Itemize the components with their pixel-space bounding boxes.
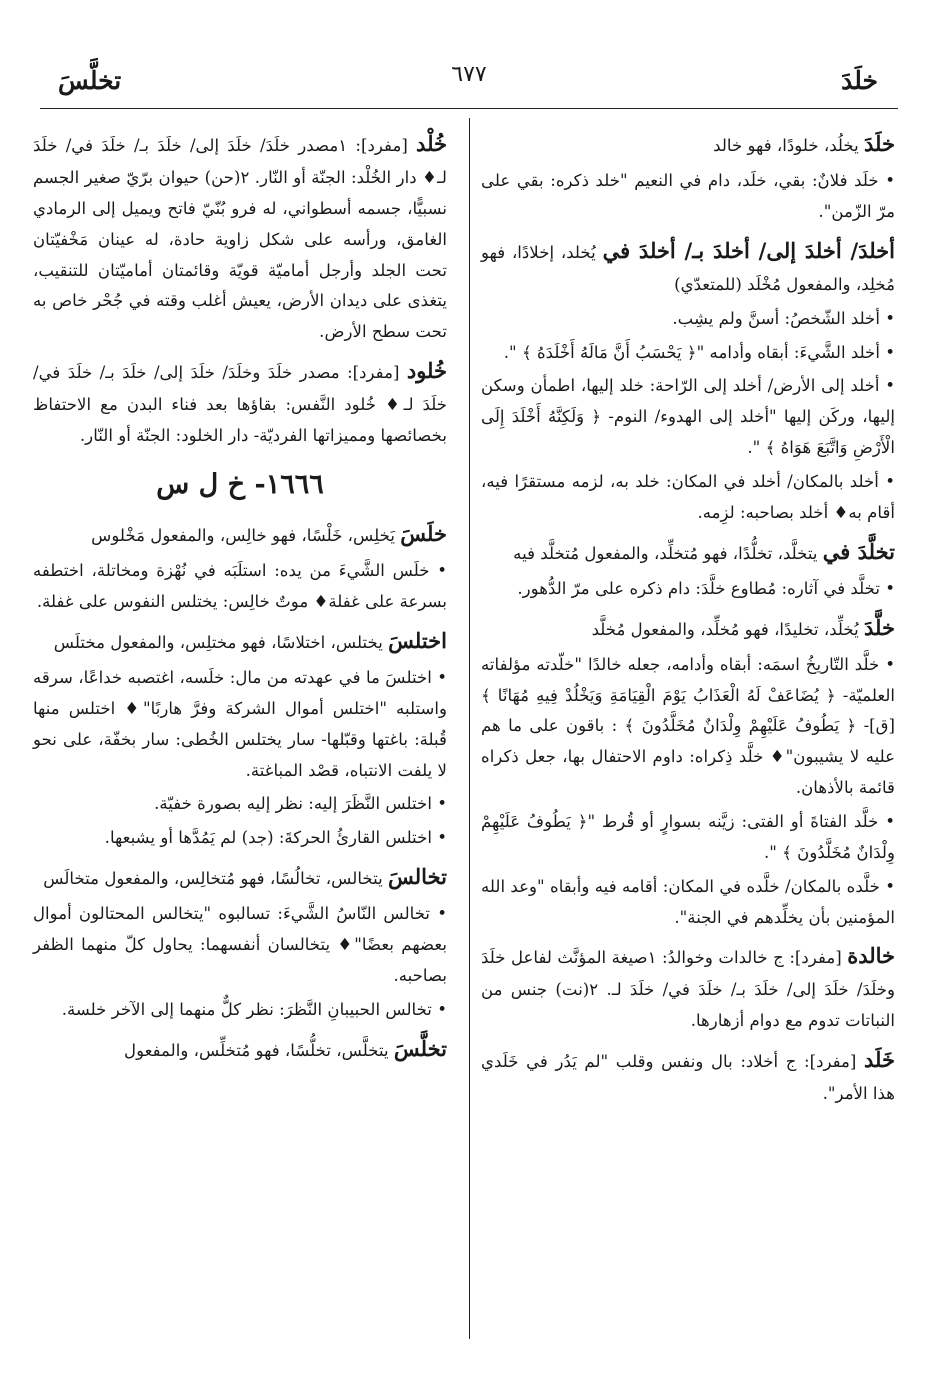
entry-text: يَخلِس، خَلْسًا، فهو خالِس، والمفعول مَخْلوس	[91, 526, 401, 546]
headword: خَلَد	[864, 1047, 895, 1073]
entry-text: • تخالس الحبيبانِ النَّظرَ: نظر كلٌّ منهما إلى الآخر خلسة.	[61, 999, 447, 1019]
entry-text: • خلَس الشَّيءَ من يده: استلَبَه في نُهْزة ومخاتلة، اختطفه بسرعة على غفلة♦ موتٌ خالِس: يختلس النفوس على غفلة.	[33, 561, 447, 612]
sense-line	[481, 807, 895, 869]
entry-text: • تخلَّد في آثاره: مُطاوع خلَّدَ: دام ذكره على مرّ الدُّهور.	[517, 578, 895, 598]
sense-line	[481, 872, 895, 934]
root-heading: ١٦٦٦- خ ل س	[156, 468, 324, 500]
headword: خالدة	[847, 943, 895, 969]
headword: تخلَّسَ	[393, 1035, 447, 1061]
entry-text: [مفرد]: ١مصدر خلَدَ/ خلَدَ إلى/ خلَدَ بـ/ خلَدَ في/ خلَدَ لـ♦ دار الخُلْد: الجنّة أو النّار. ٢(حن) حيوان برّيّ صغير الجسم نسبيًّا، جسمه أسطواني، له فرو بُنّيّ فاتح ويميل إلى الرمادي الغامق، ورأسه على شكل زاوية حادة، له عينان مَخْفيّتان تحت الجلد وأرجل أماميّة قويّة وقائمتان أماميّتان للتنقيب، يتغذى على ديدان الأرض، يعيش أغلب وقته في جُحْر خاص به تحت سطح الأرض.	[33, 136, 447, 342]
headword: خلَدَ	[864, 131, 895, 156]
entry-text: يتخلَّد، تخلُّدًا، فهو مُتخلِّد، والمفعول مُتخلَّد فيه	[513, 543, 823, 563]
column-divider	[469, 118, 470, 1339]
dictionary-entry	[481, 231, 895, 301]
header-right-word: خلَدَ	[841, 66, 878, 95]
sense-line	[481, 304, 895, 335]
entry-text: • خلَّد الفتاةَ أو الفتى: زيَّنه بسوارٍ أو قُرط "﴿ يَطُوفُ عَلَيْهِمْ وِلْدَانٌ مُخَلَّدُونَ ﴾ ".	[481, 811, 895, 862]
entry-text: • خلَّده بالمكان/ خلَّده في المكان: أقامه فيه وأبقاه "وعد الله المؤمنين بأن يخلِّدهم في الجنة".	[481, 876, 895, 927]
entry-text: [مفرد]: مصدر خلَدَ وخلَدَ/ خلَدَ إلى/ خلَدَ بـ/ خلَدَ في/ خلَدَ لـ♦ خُلود النَّفس: بقاؤها بعد فناء البدن مع الاحتفاظ بخصائصها ومميزاتها الفرديّة- دار الخلود: الجنّة أو النّار.	[33, 363, 447, 446]
entry-text: [مفرد]: ج أخلاد: بال ونفس وقلب "لم يَدُر في خَلَدي هذا الأمر".	[481, 1052, 895, 1104]
entry-text: • أخلد إلى الأرض/ أخلد إلى الرّاحة: خلد إليها، اطمأن وسكن إليها، وركَن إليها "أخلد إلى الهدوء/ النوم- ﴿ وَلَكِنَّهُ أَخْلَدَ إِلَى الْأَرْضِ وَاتَّبَعَ هَوَاهُ ﴾ ".	[481, 376, 895, 458]
sense-line	[33, 556, 447, 618]
headword: خُلود	[406, 358, 447, 384]
left-column	[33, 124, 447, 1071]
sense-line	[481, 467, 895, 529]
dictionary-entry	[481, 532, 895, 571]
headword: تخلَّدَ في	[822, 538, 895, 564]
sense-line	[481, 650, 895, 804]
entry-text: • اختلس القارئُ الحركةَ: (جد) لم يَمُدَّها أو يشبعها.	[104, 828, 447, 848]
entry-text: يتخلَّس، تخلُّسًا، فهو مُتخلِّس، والمفعول	[124, 1040, 394, 1060]
page-header	[40, 48, 898, 109]
sense-line	[481, 166, 895, 228]
headword: خُلْد	[416, 131, 448, 156]
entry-text: يتخالس، تخالُسًا، فهو مُتخالِس، والمفعول متخالَس	[43, 869, 389, 889]
sense-line	[33, 995, 447, 1026]
entry-text: • أخلد بالمكان/ أخلد في المكان: خلد به، لزمه مستقرًا فيه، أقام به♦ أخلد بصاحبه: لزِمه.	[481, 471, 895, 522]
sense-line	[33, 899, 447, 992]
entry-text: يُخلد، إخلادًا، فهو مُخلِد، والمفعول مُخْلَد (للمتعدّي)	[481, 242, 895, 294]
sense-line	[33, 823, 447, 854]
dictionary-entry	[33, 1029, 447, 1068]
sense-line	[33, 789, 447, 820]
sense-line	[481, 338, 895, 369]
dictionary-entry	[481, 608, 895, 647]
dictionary-entry	[33, 621, 447, 660]
right-column	[481, 124, 895, 1113]
headword: خلَّدَ	[864, 614, 895, 640]
dictionary-entry	[33, 124, 447, 348]
entry-text: • اختلسَ ما في عهدته من مال: خلَسه، اغتصبه خداعًا، سرقه واستلبه "اختلس أموال الشركة وفرَّ هاربًا"♦ اختلس منها قُبلة: باغتها وقبّلها- سار يختلس الخُطى: سار بخفّة، على نحو لا يلفت الانتباه، قصْد المباغتة.	[33, 668, 447, 780]
entry-text: • تخالس النّاسُ الشَّيءَ: تسالبوه "يتخالس المحتالون أموال بعضهم بعضًا"♦ يتخالسان أنفسهما: يحاول كلّ منهما الظفر بصاحبه.	[33, 904, 447, 985]
headword: أخلدَ/ أخلدَ إلى/ أخلدَ بـ/ أخلدَ في	[602, 237, 895, 263]
sense-line	[481, 574, 895, 605]
headword: اختلسَ	[388, 627, 447, 653]
entry-text: • اختلس النَّظَرَ إليه: نظر إليه بصورة خفيّة.	[154, 794, 447, 814]
dictionary-entry	[33, 351, 447, 452]
entry-text: يخلُد، خلودًا، فهو خالد	[713, 136, 865, 155]
dictionary-entry	[481, 1040, 895, 1110]
dictionary-entry	[481, 124, 895, 163]
entry-text: • أخلد الشّخصُ: أسنَّ ولم يشِب.	[672, 308, 895, 328]
entry-text: [مفرد]: ج خالدات وخوالدُ: ١صيغة المؤنَّث لفاعل خلَدَ وخلَدَ/ خلَدَ إلى/ خلَدَ بـ/ خلَدَ في/ خلَدَ لـ. ٢(نت) جنس من النباتات تدوم مع دوام أزهارها.	[481, 948, 895, 1031]
entry-text: يختلس، اختلاسًا، فهو مختلِس، والمفعول مختلَس	[53, 632, 389, 652]
headword: خلَسَ	[400, 521, 447, 547]
header-left-word: تخلَّسَ	[58, 66, 122, 95]
entry-text: • خلَّد التّاريخُ اسمَه: أبقاه وأدامه، جعله خالدًا "خلّدته مؤلفاته العلميّة- ﴿ يُضَاعَفْ لَهُ الْعَذَابُ يَوْمَ الْقِيَامَةِ وَيَخْلُدْ فِيهِ مُهَانًا ﴾ [ق]- ﴿ يَطُوفُ عَلَيْهِمْ وِلْدَانٌ مُخَلَّدُونَ ﴾ : باقون على ما هم عليه لا يشيبون"♦ خلَّد ذِكراه: داوم الاحتفال بها، جعل ذكراه قائمة بالأذهان.	[481, 654, 895, 798]
entry-text: • أخلد الشَّيءَ: أبقاه وأدامه "﴿ يَحْسَبُ أَنَّ مَالَهُ أَخْلَدَهُ ﴾ ".	[503, 342, 895, 362]
page-number: ٦٧٧	[451, 62, 487, 87]
headword: تخالسَ	[388, 864, 447, 890]
dictionary-entry	[33, 514, 447, 553]
dictionary-entry	[33, 857, 447, 896]
sense-line	[33, 663, 447, 786]
entry-text: يُخلِّد، تخليدًا، فهو مُخلِّد، والمفعول مُخلَّد	[591, 619, 865, 639]
entry-text: • خلَد فلانٌ: بقي، خلَد، دام في النعيم "خلد ذكره: بقي على مرّ الزّمن".	[481, 171, 895, 221]
dictionary-entry	[481, 936, 895, 1037]
sense-line	[481, 371, 895, 464]
